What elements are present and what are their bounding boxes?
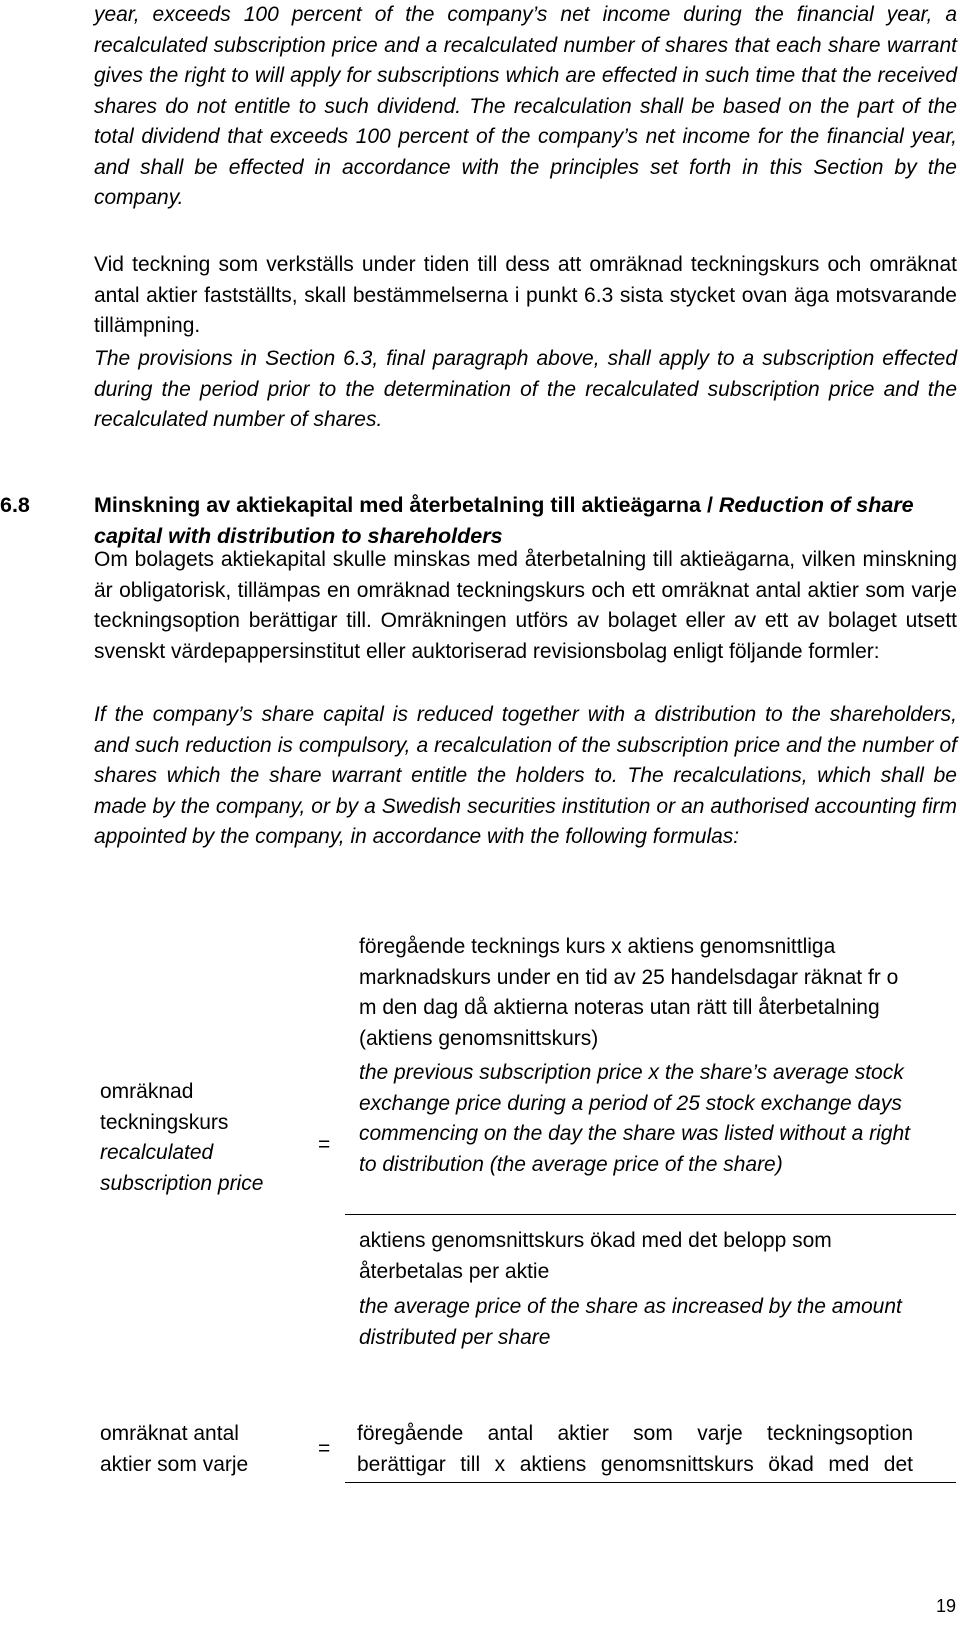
formula1-denominator-sv: aktiens genomsnittskurs ökad med det belopp som återbetalas per aktie (359, 1229, 832, 1283)
paragraph-reduction-en: If the company’s share capital is reduced together with a distribution to the shareholders, and such reduction is compulsory, a recalculation of the subscription price and the number of shares which the share warrant entitle the holders to. The recalculations, which shall be made by the company, or by a Swedish securities institution or an authorised accounting firm appointed by the company, in accordance with the following formulas: (94, 703, 957, 848)
section-title-sv: Minskning av aktiekapital med återbetalning till aktieägarna / (94, 493, 719, 517)
formula1-equals-sign: = (318, 1133, 331, 1156)
paragraph-subscription-provisions-en: The provisions in Section 6.3, final paragraph above, shall apply to a subscription effected during the period prior to the determination of the recalculated subscription price and the recalculated number of shares. (94, 347, 957, 431)
paragraph-reduction-sv: Om bolagets aktiekapital skulle minskas med återbetalning till aktieägarna, vilken minskning är obligatorisk, tillämpas en omräknad teckningskurs och ett omräknat antal aktier som varje teckningsoption berättigar till. Omräkningen utförs av bolaget eller av ett av bolaget utsett svenskt värdepappersinstitut eller auktoriserad revisionsbolag enligt följande formler: (94, 548, 957, 663)
formula1-fraction-bar (345, 1214, 956, 1215)
formula2-lhs-sv-line2: aktier som varje (100, 1452, 249, 1476)
formula1-lhs-en-line1: recalculated (100, 1141, 214, 1164)
formula1-numerator-en: the previous subscription price x the share’s average stock exchange price during a period of 25 stock exchange days commencing on the day the share was listed without a right to distribution (the average price of the share) (359, 1061, 910, 1176)
formula1-lhs-sv-line2: teckningskurs (100, 1110, 229, 1134)
formula2-lhs (100, 1419, 330, 1480)
section-heading (94, 490, 957, 551)
page-number: 19 (935, 1596, 956, 1616)
formula2-numerator-sv: föregående antal aktier som varje teckningsoption berättigar till x aktiens genomsnittskurs ökad med det (357, 1422, 913, 1476)
formula2-equals-sign: = (318, 1437, 331, 1460)
formula1-numerator-sv: föregående tecknings kurs x aktiens genomsnittliga marknadskurs under en tid av 25 handelsdagar räknat fr o m den dag då aktierna noteras utan rätt till återbetalning (aktiens genomsnittskurs) (359, 935, 899, 1050)
paragraph-subscription-provisions-sv: Vid teckning som verkställs under tiden till dess att omräknad teckningskurs och omräknat antal aktier fastställts, skall bestämmelserna i punkt 6.3 sista stycket ovan äga motsvarande tillämpning. (94, 253, 957, 337)
formula1-lhs-en-line2: subscription price (100, 1171, 264, 1195)
formula2-lhs-sv-line1: omräknat antal (100, 1422, 239, 1445)
formula1-lhs-sv-line1: omräknad (100, 1080, 194, 1103)
formula2-fraction-bar (345, 1482, 956, 1483)
formula1-lhs (100, 1077, 330, 1199)
formula1-denominator-en: the average price of the share as increased by the amount distributed per share (359, 1295, 902, 1349)
paragraph-dividend-recalculation-en: year, exceeds 100 percent of the company’s net income during the financial year, a recalculated subscription price and a recalculated number of shares that each share warrant gives the right to will apply for subscriptions which are effected in such time that the received shares do not entitle to such dividend. The recalculation shall be based on the part of the total dividend that exceeds 100 percent of the company’s net income for the financial year, and shall be effected in accordance with the principles set forth in this Section by the company. (94, 3, 957, 209)
section-number: 6.8 (0, 493, 30, 517)
section-title-en: Reduction of share capital with distribution to shareholders (94, 493, 914, 548)
